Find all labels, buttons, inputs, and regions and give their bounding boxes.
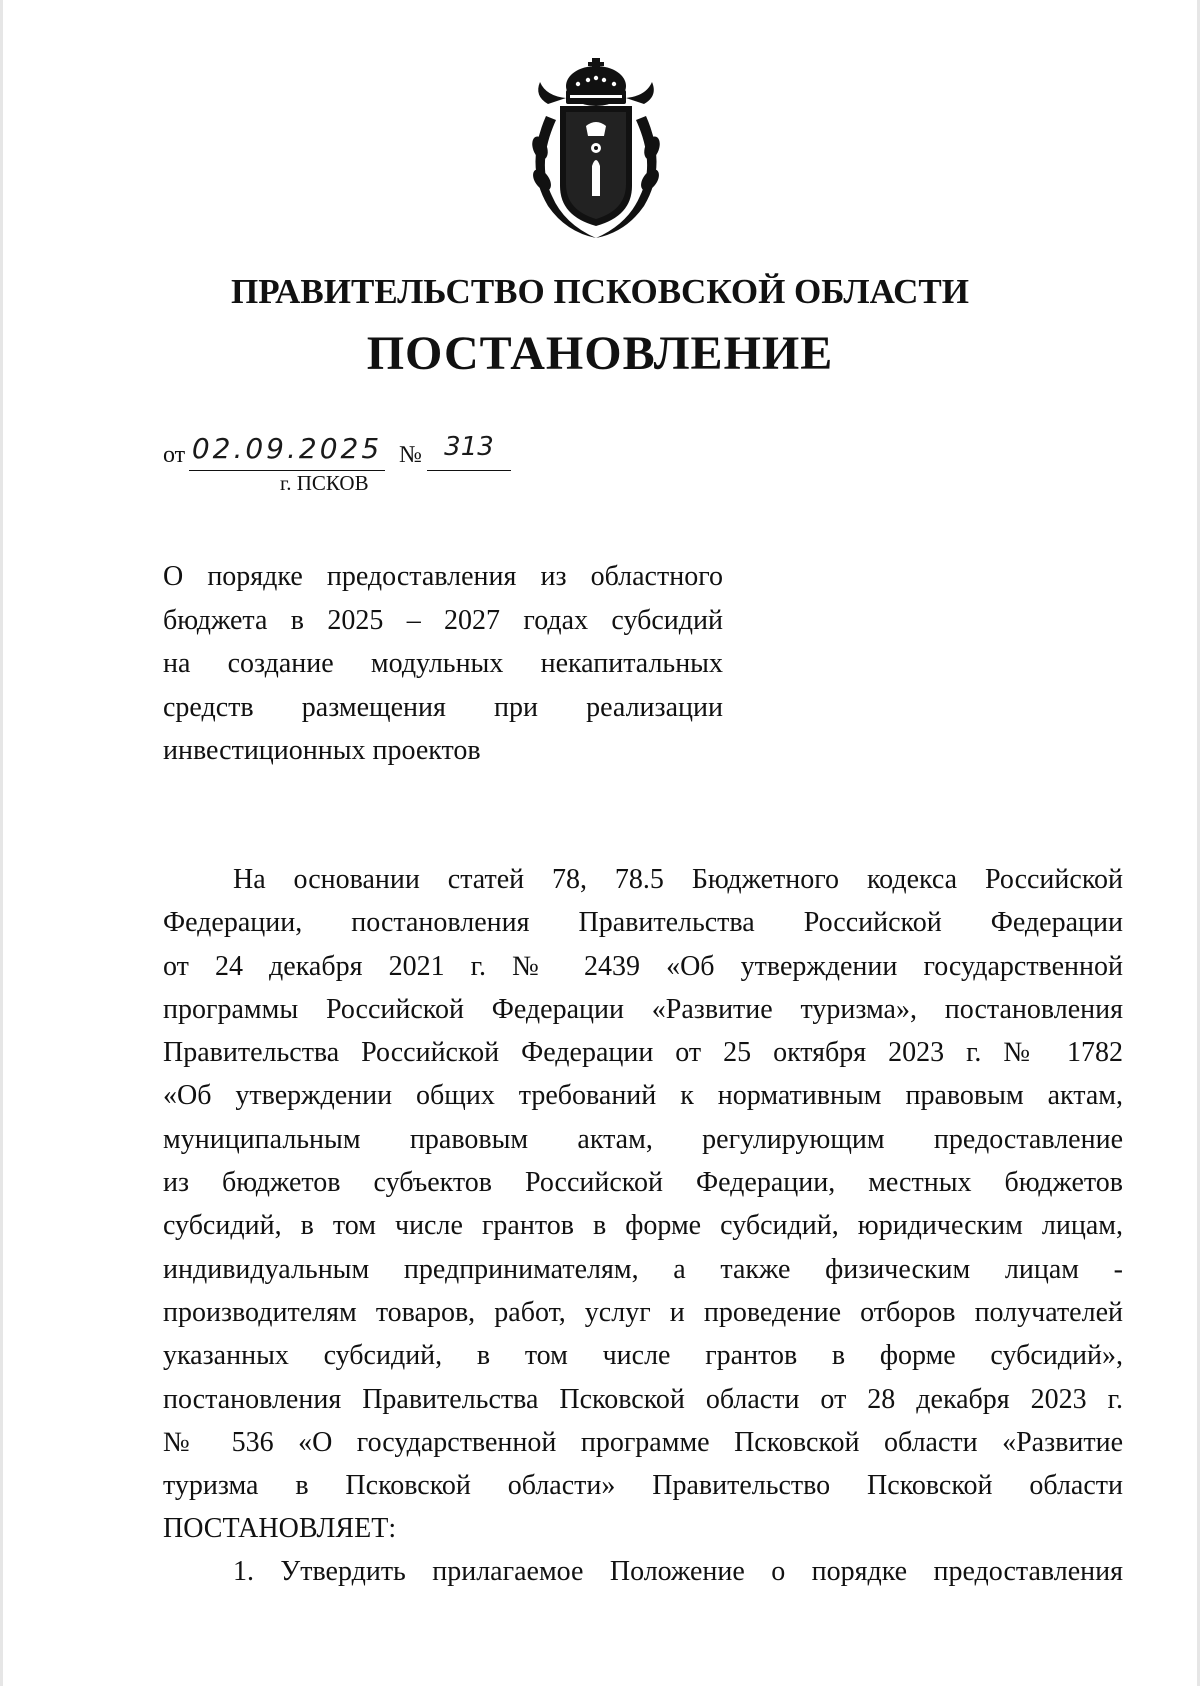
- body-line: программы Российской Федерации «Развитие туризма», постановления: [163, 993, 1123, 1025]
- title-line: средств размещения при реализации: [163, 691, 723, 723]
- body-line: № 536 «О государственной программе Псковской области «Развитие: [163, 1426, 1123, 1458]
- title-line: на создание модульных некапитальных: [163, 648, 723, 679]
- scan-edge-left: [0, 0, 3, 1686]
- body-line: от 24 декабря 2021 г. № 2439 «Об утверждении государственной: [163, 950, 1123, 982]
- title-line: О порядке предоставления из областного: [163, 561, 723, 592]
- body-line: муниципальным правовым актам, регулирующим предоставление: [163, 1123, 1123, 1155]
- handwritten-date: 02.09.2025: [191, 432, 383, 465]
- number-underline: [427, 470, 511, 471]
- body-line: На основании статей 78, 78.5 Бюджетного кодекса Российской: [233, 864, 1123, 895]
- body-line: постановления Правительства Псковской области от 28 декабря 2023 г.: [163, 1383, 1123, 1415]
- number-label: №: [399, 442, 422, 468]
- organization-name: ПРАВИТЕЛЬСТВО ПСКОВСКОЙ ОБЛАСТИ: [231, 272, 969, 311]
- handwritten-number: 313: [444, 432, 494, 462]
- point-1: [163, 1550, 1123, 1593]
- title-line: инвестиционных проектов: [163, 735, 481, 766]
- body-line: указанных субсидий, в том числе грантов в форме субсидий»,: [163, 1340, 1123, 1372]
- coat-of-arms-icon: [526, 56, 666, 242]
- body-line: индивидуальным предпринимателям, а также физическим лицам -: [163, 1253, 1123, 1285]
- document-title: [163, 555, 723, 773]
- title-line: бюджета в 2025 – 2027 годах субсидий: [163, 604, 723, 636]
- point-1-line: 1. Утвердить прилагаемое Положение о порядке предоставления: [233, 1556, 1123, 1587]
- preamble-paragraph: [163, 858, 1123, 1551]
- body-line: из бюджетов субъектов Российской Федерации, местных бюджетов: [163, 1167, 1123, 1199]
- body-line: ПОСТАНОВЛЯЕТ:: [163, 1513, 397, 1545]
- date-label: от: [163, 442, 186, 468]
- body-line: Федерации, постановления Правительства Российской Федерации: [163, 907, 1123, 939]
- body-line: Правительства Российской Федерации от 25 октября 2023 г. № 1782: [163, 1037, 1123, 1069]
- city-label: г. ПСКОВ: [280, 471, 369, 495]
- body-line: «Об утверждении общих требований к нормативным правовым актам,: [163, 1080, 1123, 1112]
- document-type: ПОСТАНОВЛЕНИЕ: [366, 327, 834, 380]
- body-line: субсидий, в том числе грантов в форме субсидий, юридическим лицам,: [163, 1210, 1123, 1242]
- body-line: туризма в Псковской области» Правительство Псковской области: [163, 1470, 1123, 1502]
- body-line: производителям товаров, работ, услуг и проведение отборов получателей: [163, 1296, 1123, 1328]
